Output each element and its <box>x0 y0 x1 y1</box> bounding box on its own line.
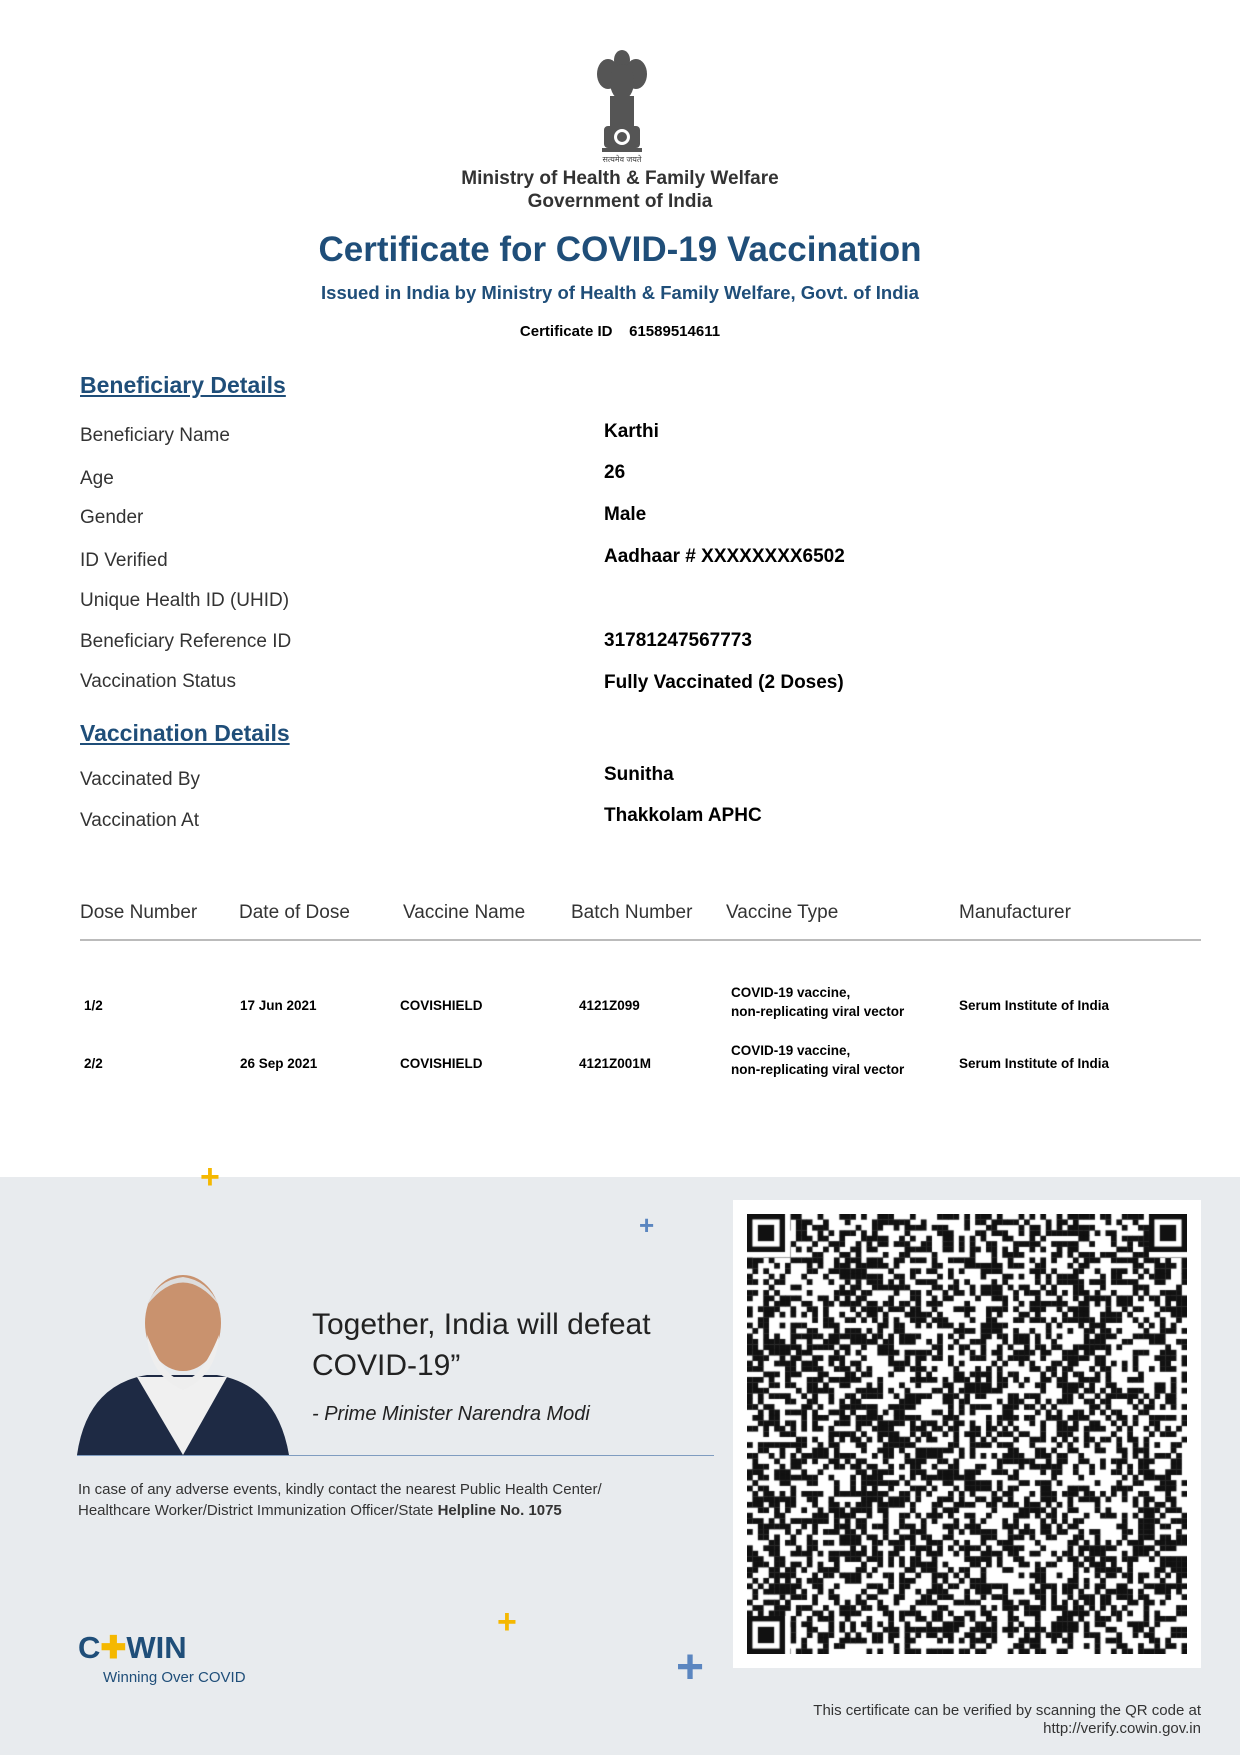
cell-manufacturer: Serum Institute of India <box>959 1056 1110 1071</box>
plus-icon: + <box>200 1158 220 1196</box>
cell-name: COVISHIELD <box>400 1056 483 1071</box>
cowin-tagline: Winning Over COVID <box>103 1669 246 1686</box>
label-id-verified: ID Verified <box>80 550 168 571</box>
verification-qr-code <box>733 1200 1201 1668</box>
government-name: Government of India <box>527 191 713 212</box>
cell-date: 17 Jun 2021 <box>240 998 317 1013</box>
label-gender: Gender <box>80 507 144 528</box>
verify-url: http://verify.cowin.gov.in <box>1043 1720 1201 1737</box>
value-vaccinated-by: Sunitha <box>604 764 674 785</box>
verify-note <box>813 1702 1201 1738</box>
label-vaccinated-by: Vaccinated By <box>80 769 201 790</box>
plus-icon: + <box>676 1641 705 1694</box>
value-id-verified: Aadhaar # XXXXXXXX6502 <box>604 546 845 567</box>
label-vaccination-status: Vaccination Status <box>80 671 236 692</box>
quote-divider <box>77 1455 714 1456</box>
national-emblem-icon <box>588 46 656 164</box>
cell-manufacturer: Serum Institute of India <box>959 998 1110 1013</box>
quote-line1: Together, India will defeat <box>312 1308 651 1341</box>
certificate-id-label: Certificate ID <box>519 323 613 340</box>
adverse-line1: In case of any adverse events, kindly contact the nearest Public Health Center/ <box>78 1481 602 1498</box>
th-date-of-dose: Date of Dose <box>239 902 350 923</box>
quote <box>312 1304 651 1386</box>
table-divider <box>80 939 1201 941</box>
value-age: 26 <box>604 462 626 483</box>
cell-type-line1: COVID-19 vaccine, <box>731 985 851 1000</box>
page-title: Certificate for COVID-19 Vaccination <box>318 230 922 269</box>
label-vaccination-at: Vaccination At <box>80 810 200 831</box>
adverse-events-note <box>78 1479 602 1521</box>
value-reference-id: 31781247567773 <box>604 630 752 651</box>
helpline: Helpline No. 1075 <box>437 1502 562 1519</box>
value-vaccination-at: Thakkolam APHC <box>604 805 762 826</box>
cell-batch: 4121Z001M <box>579 1056 652 1071</box>
subtitle: Issued in India by Ministry of Health & Family Welfare, Govt. of India <box>321 282 919 303</box>
th-manufacturer: Manufacturer <box>959 902 1071 923</box>
label-name: Beneficiary Name <box>80 425 230 446</box>
vaccination-details-heading: Vaccination Details <box>80 720 290 746</box>
cell-batch: 4121Z099 <box>579 998 640 1013</box>
cell-date: 26 Sep 2021 <box>240 1056 318 1071</box>
th-vaccine-name: Vaccine Name <box>403 902 526 923</box>
certificate-id <box>0 323 1240 340</box>
cell-type-line2: non-replicating viral vector <box>731 1004 905 1019</box>
th-batch-number: Batch Number <box>571 902 693 923</box>
value-gender: Male <box>604 504 647 525</box>
quote-line2: COVID-19” <box>312 1349 461 1382</box>
cowin-logo: C✚WIN <box>78 1630 187 1665</box>
cell-name: COVISHIELD <box>400 998 483 1013</box>
beneficiary-details-heading: Beneficiary Details <box>80 372 286 398</box>
label-uhid: Unique Health ID (UHID) <box>80 590 290 611</box>
certificate-id-value: 61589514611 <box>629 323 721 340</box>
label-reference-id: Beneficiary Reference ID <box>80 631 292 652</box>
th-dose-number: Dose Number <box>80 902 198 923</box>
adverse-line2: Healthcare Worker/District Immunization Officer/State <box>78 1502 438 1519</box>
cell-type-line2: non-replicating viral vector <box>731 1062 905 1077</box>
cell-dose: 1/2 <box>84 998 103 1013</box>
plus-icon: + <box>639 1210 655 1240</box>
ministry-name: Ministry of Health & Family Welfare <box>461 168 779 189</box>
prime-minister-portrait <box>77 1265 289 1455</box>
label-age: Age <box>80 468 114 489</box>
quote-attribution: - Prime Minister Narendra Modi <box>312 1403 590 1425</box>
cell-type-line1: COVID-19 vaccine, <box>731 1043 851 1058</box>
motto-text: सत्यमेव जयते <box>602 155 642 164</box>
plus-icon: + <box>497 1603 517 1641</box>
cell-dose: 2/2 <box>84 1056 103 1071</box>
th-vaccine-type: Vaccine Type <box>726 902 839 923</box>
value-vaccination-status: Fully Vaccinated (2 Doses) <box>604 672 844 693</box>
value-name: Karthi <box>604 421 659 442</box>
verify-line1: This certificate can be verified by scanning the QR code at <box>813 1702 1201 1719</box>
